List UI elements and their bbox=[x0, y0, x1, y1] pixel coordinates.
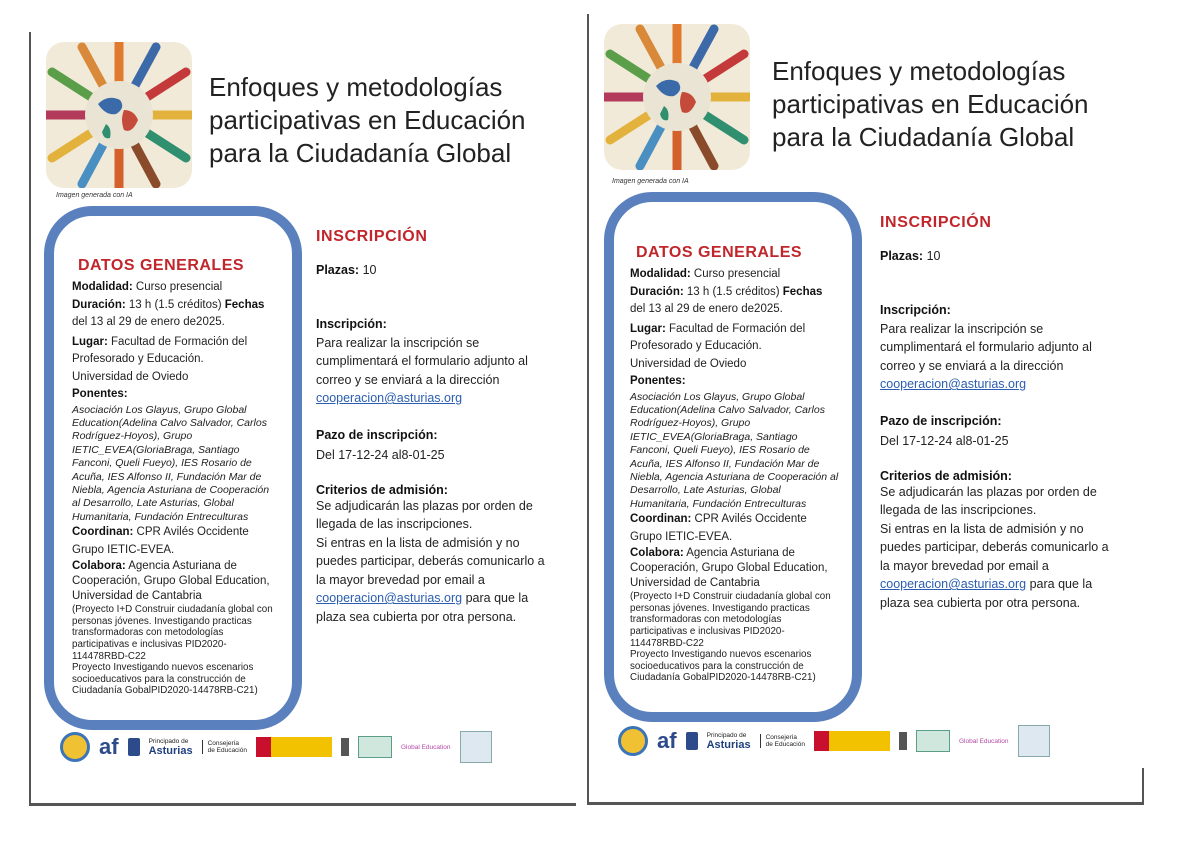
fechas-value: del 13 al 29 de enero de2025. bbox=[72, 316, 225, 328]
hands-globe-illustration bbox=[46, 42, 192, 188]
colabora-value: Agencia Asturiana de Cooperación, Grupo Global Education, Universidad de Cantabria bbox=[72, 560, 270, 603]
principado-text-2-2: Asturias bbox=[706, 738, 751, 751]
ponentes-label: Ponentes: bbox=[72, 388, 128, 400]
proyecto-1: (Proyecto I+D Construir ciudadanía global con personas jóvenes. Investigando practicas transformadoras con metodologías participativas e inclusivas PID2020-114478RBD-C22 bbox=[72, 604, 273, 662]
proyecto-1-2: (Proyecto I+D Construir ciudadanía global con personas jóvenes. Investigando practicas transformadoras con metodologías participativas e inclusivas PID2020-114478RBD-C22 bbox=[630, 591, 831, 649]
consejeria-text-2: de Educación bbox=[207, 747, 247, 754]
duracion-value: 13 h (1.5 créditos) bbox=[128, 298, 222, 311]
flyer-title bbox=[209, 71, 526, 170]
consejeria-text-1: Consejería bbox=[207, 740, 240, 747]
lugar-value-2: Universidad de Oviedo bbox=[72, 370, 189, 383]
inscripcion-label-2: Inscripción: bbox=[880, 303, 951, 317]
inscripcion-header-2: INSCRIPCIÓN bbox=[880, 214, 992, 231]
ponentes-label-2: Ponentes: bbox=[630, 375, 686, 387]
circle-logo bbox=[60, 732, 90, 762]
principado-text-2: Asturias bbox=[148, 744, 193, 757]
flyer-title-2 bbox=[772, 55, 1089, 154]
modalidad-value-2: Curso presencial bbox=[693, 268, 781, 280]
asturias-crest-icon-2 bbox=[686, 732, 698, 750]
plazas-label: Plazas: bbox=[316, 262, 360, 277]
coordinan-value: CPR Avilés Occidente Grupo IETIC-EVEA. bbox=[72, 526, 249, 556]
small-logo-icon-2 bbox=[899, 732, 907, 750]
proyecto-2: Proyecto Investigando nuevos escenarios socioeducativos para la construcción de Ciudadanía GobalPID2020-14478RB-C21) bbox=[72, 662, 258, 697]
plazas-label-2: Plazas: bbox=[880, 248, 924, 263]
plazo-label-2: Pazo de inscripción: bbox=[880, 413, 1002, 428]
hands-globe-illustration-2 bbox=[604, 24, 750, 170]
inscripcion-text-2: Para realizar la inscripción se cumplimentará el formulario adjunto al correo y se enviará a la dirección bbox=[880, 321, 1092, 373]
modalidad-label-2: Modalidad: bbox=[630, 268, 691, 280]
colabora-value-2: Agencia Asturiana de Cooperación, Grupo Global Education, Universidad de Cantabria bbox=[630, 547, 828, 590]
plazo-value-2: Del 17-12-24 al8-01-25 bbox=[880, 434, 1009, 448]
fechas-label-2: Fechas bbox=[782, 285, 823, 298]
datos-generales-column bbox=[72, 256, 278, 697]
criterios-text-3: para que la plaza sea cubierta por otra persona. bbox=[316, 591, 529, 624]
small-logo-icon bbox=[341, 738, 349, 756]
ponentes-value-2: Asociación Los Glayus, Grupo Global Education(Adelina Calvo Salvador, Carlos Rodríguez-Hoyos), Grupo IETIC_EVEA(GloriaBraga, Santiago Fanconi, Queli Fueyo), IES Rosario de Acuña, IES Alfonso II, Fundación Mar de Niebla, Agencia Asturiana de Cooperación al Desarrollo, Late Asturias, Global Humanitaria, Fundación Entreculturas bbox=[630, 390, 839, 510]
datos-generales-header: DATOS GENERALES bbox=[78, 257, 245, 274]
circle-logo-2 bbox=[618, 726, 648, 756]
af-logo-2: af bbox=[657, 728, 677, 753]
criterios-text-3-2: para que la plaza sea cubierta por otra persona. bbox=[880, 577, 1093, 610]
criterios-label-2: Criterios de admisión: bbox=[880, 468, 1012, 483]
datos-generales-header-2: DATOS GENERALES bbox=[636, 244, 803, 261]
title-line-2-b: participativas en Educación bbox=[772, 89, 1089, 119]
coordinan-label-2: Coordinan: bbox=[630, 513, 692, 526]
inscripcion-column-2 bbox=[880, 214, 1114, 612]
page-right-edge-left bbox=[587, 14, 589, 802]
lugar-value-2b: Facultad de Formación del Profesorado y Educación. bbox=[630, 322, 806, 352]
criterios-text-2: Si entras en la lista de admisión y no puedes participar, deberás comunicarlo a la mayor brevedad por email a bbox=[316, 535, 545, 587]
colabora-label: Colabora: bbox=[72, 560, 126, 573]
page-right-edge-bottom bbox=[587, 802, 1144, 805]
duracion-label: Duración: bbox=[72, 298, 126, 311]
duracion-label-2: Duración: bbox=[630, 285, 684, 298]
plazo-label: Pazo de inscripción: bbox=[316, 427, 438, 442]
global-education-logo: Global Education bbox=[400, 743, 451, 751]
green-logo-icon bbox=[358, 736, 392, 758]
inscripcion-header: INSCRIPCIÓN bbox=[316, 228, 428, 245]
principado-text-1-2: Principado de bbox=[706, 731, 747, 739]
global-education-logo-2: Global Education bbox=[958, 737, 1009, 745]
image-caption: Imagen generada con IA bbox=[56, 192, 133, 199]
asturias-crest-icon bbox=[128, 738, 140, 756]
title-line-3: para la Ciudadanía Global bbox=[209, 138, 512, 168]
proyecto-2-2: Proyecto Investigando nuevos escenarios socioeducativos para la construcción de Ciudadanía GobalPID2020-14478RB-C21) bbox=[630, 649, 816, 684]
email-link[interactable]: cooperacion@asturias.org bbox=[316, 391, 463, 405]
principado-logo bbox=[149, 738, 193, 757]
coordinan-value-2: CPR Avilés Occidente Grupo IETIC-EVEA. bbox=[630, 513, 807, 543]
duracion-value-2: 13 h (1.5 créditos) bbox=[686, 285, 780, 298]
consejeria-text-2-2: de Educación bbox=[765, 741, 805, 748]
title-line-3-b: para la Ciudadanía Global bbox=[772, 122, 1075, 152]
af-logo: af bbox=[99, 734, 119, 759]
lugar-label-2: Lugar: bbox=[630, 322, 666, 335]
lugar-value: Facultad de Formación del Profesorado y Educación. bbox=[72, 335, 248, 365]
fechas-label: Fechas bbox=[224, 298, 265, 311]
gobierno-espana-logo bbox=[256, 737, 332, 757]
page-bottom-edge bbox=[29, 803, 576, 806]
criterios-label: Criterios de admisión: bbox=[316, 482, 448, 497]
plazas-value-2: 10 bbox=[926, 248, 941, 263]
datos-generales-column-2 bbox=[630, 243, 840, 684]
lugar-value-2c: Universidad de Oviedo bbox=[630, 357, 747, 370]
principado-logo-2 bbox=[707, 732, 751, 751]
criterios-text-2-2: Si entras en la lista de admisión y no puedes participar, deberás comunicarlo a la mayor brevedad por email a bbox=[880, 521, 1109, 573]
email-link-3[interactable]: cooperacion@asturias.org bbox=[880, 377, 1027, 391]
title-line-1: Enfoques y metodologías bbox=[209, 72, 503, 102]
sponsor-logos-left bbox=[60, 724, 540, 770]
inscripcion-label: Inscripción: bbox=[316, 317, 387, 331]
ponentes-value: Asociación Los Glayus, Grupo Global Education(Adelina Calvo Salvador, Carlos Rodríguez-Hoyos), Grupo IETIC_EVEA(GloriaBraga, Santiago Fanconi, Queli Fueyo), IES Rosario de Acuña, IES Alfonso II, Fundación Mar de Niebla, Agencia Asturiana de Cooperación al Desarrollo, Late Asturias, Global Humanitaria, Fundación Entreculturas bbox=[72, 403, 270, 523]
modalidad-label: Modalidad: bbox=[72, 281, 133, 293]
university-oviedo-logo bbox=[460, 731, 492, 763]
page-left-edge bbox=[29, 32, 31, 806]
consejeria-logo bbox=[202, 740, 247, 754]
plazo-value: Del 17-12-24 al8-01-25 bbox=[316, 448, 445, 462]
modalidad-value: Curso presencial bbox=[135, 281, 223, 293]
inscripcion-column bbox=[316, 228, 546, 626]
consejeria-logo-2 bbox=[760, 734, 805, 748]
gobierno-espana-logo-2 bbox=[814, 731, 890, 751]
colabora-label-2: Colabora: bbox=[630, 547, 684, 560]
consejeria-text-1-2: Consejería bbox=[765, 734, 798, 741]
image-caption-2: Imagen generada con IA bbox=[612, 178, 689, 185]
title-line-1-b: Enfoques y metodologías bbox=[772, 56, 1066, 86]
fechas-value-2: del 13 al 29 de enero de2025. bbox=[630, 303, 783, 315]
coordinan-label: Coordinan: bbox=[72, 526, 134, 539]
plazas-value: 10 bbox=[362, 262, 377, 277]
email-link-4[interactable]: cooperacion@asturias.org bbox=[880, 577, 1027, 591]
email-link-2[interactable]: cooperacion@asturias.org bbox=[316, 591, 463, 605]
lugar-label: Lugar: bbox=[72, 335, 108, 348]
page-right-edge-right bbox=[1142, 768, 1144, 805]
sponsor-logos-right bbox=[618, 718, 1098, 764]
university-oviedo-logo-2 bbox=[1018, 725, 1050, 757]
criterios-text-1: Se adjudicarán las plazas por orden de llegada de las inscripciones. bbox=[316, 498, 533, 531]
green-logo-icon-2 bbox=[916, 730, 950, 752]
inscripcion-text: Para realizar la inscripción se cumplimentará el formulario adjunto al correo y se enviará a la dirección bbox=[316, 335, 528, 387]
principado-text-1: Principado de bbox=[148, 737, 189, 745]
criterios-text-1-2: Se adjudicarán las plazas por orden de llegada de las inscripciones. bbox=[880, 484, 1097, 517]
title-line-2: participativas en Educación bbox=[209, 105, 526, 135]
